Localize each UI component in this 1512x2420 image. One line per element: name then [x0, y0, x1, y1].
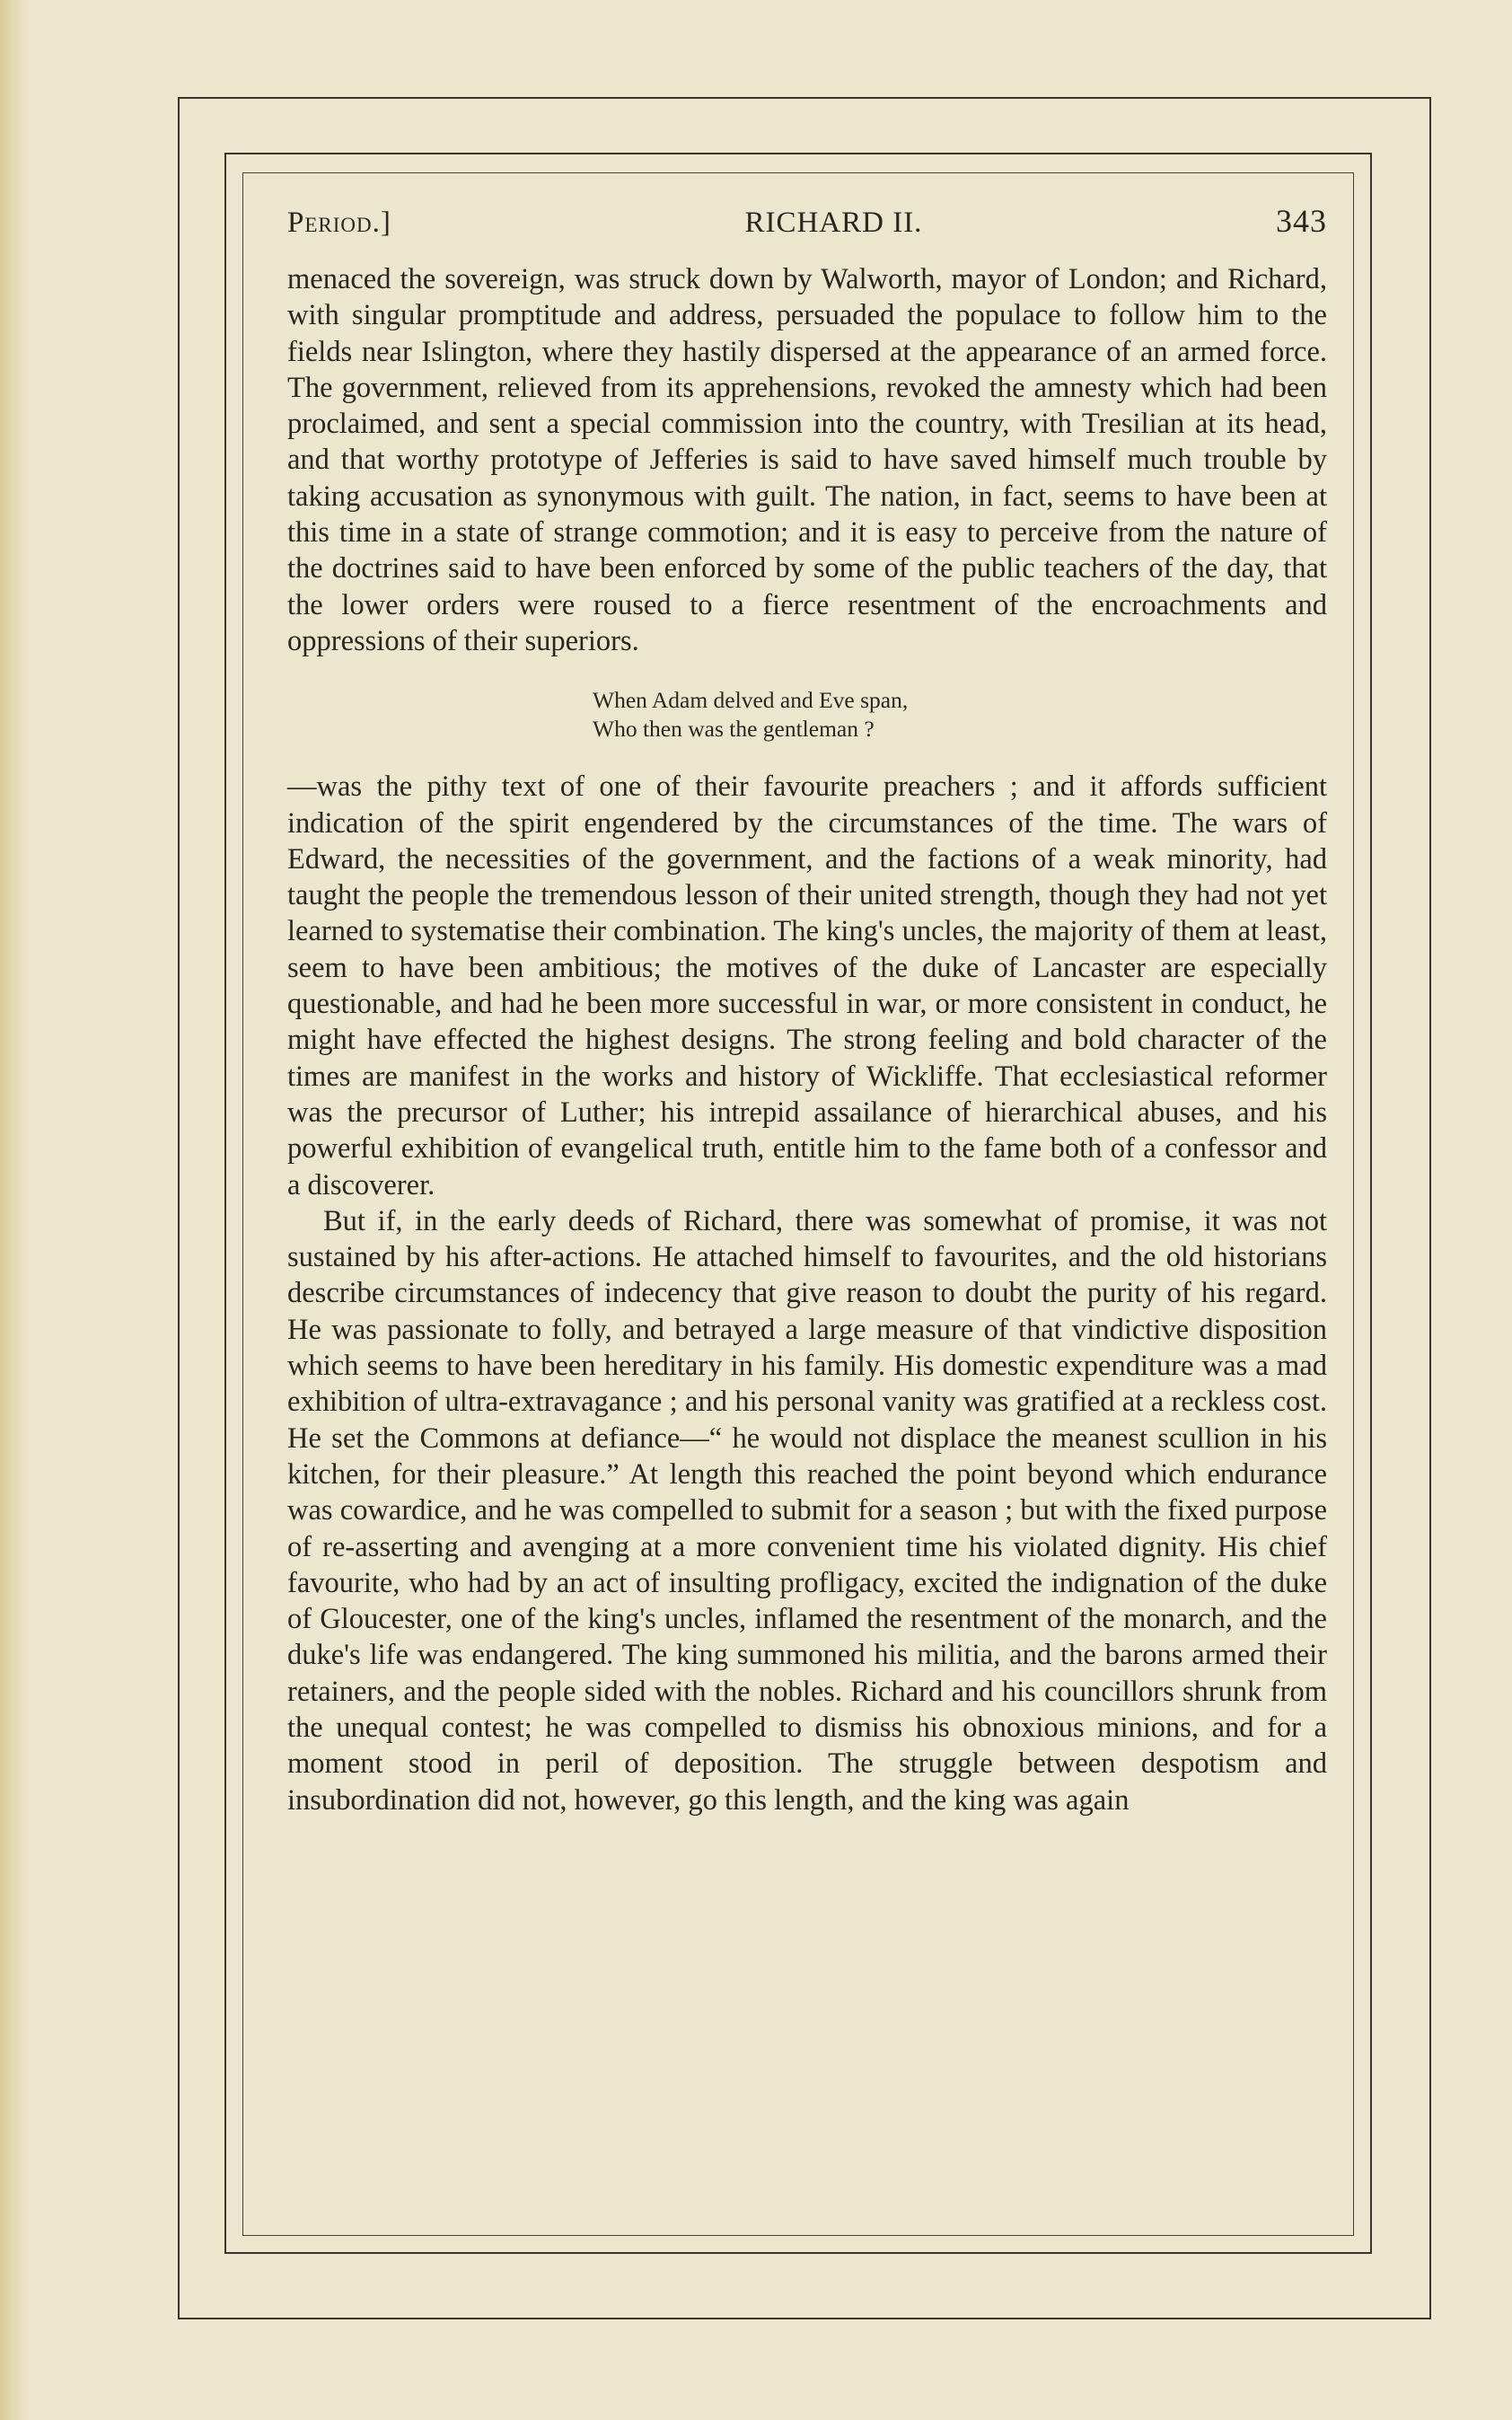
- page-number: 343: [1276, 203, 1327, 239]
- paragraph-2: —was the pithy text of one of their favourite preachers ; and it affords sufficient indication of the spirit engendered by the circumstances of the time. The wars of Edward, the necessities of the government, and the factions of a weak minority, had taught the people the tremendous lesson of their united strength, though they had not yet learned to systematise their combination. The king's uncles, the majority of them at least, seem to have been ambitious; the motives of the duke of Lancaster are especially questionable, and had he been more successful in war, or more consistent in conduct, he might have effected the highest designs. The strong feeling and bold character of the times are manifest in the works and history of Wickliffe. That ecclesiastical reformer was the precursor of Luther; his intrepid assailance of hierarchical abuses, and his powerful exhibition of evangelical truth, entitle him to the fame both of a confessor and a discoverer.: [287, 770, 1327, 1201]
- chapter-title: RICHARD II.: [744, 207, 923, 239]
- page-content: [287, 202, 1327, 1818]
- running-head: [287, 202, 1327, 240]
- section-label: Period.]: [287, 207, 391, 239]
- paragraph-3: But if, in the early deeds of Richard, there was somewhat of promise, it was not sustained by his after-actions. He attached himself to favourites, and the old historians describe circumstances of indecency that give reason to doubt the purity of his regard. He was passionate to folly, and betrayed a large measure of that vindictive disposition which seems to have been hereditary in his family. His domestic expenditure was a mad exhibition of ultra-extravagance ; and his personal vanity was gratified at a reckless cost. He set the Commons at defiance—“ he would not displace the meanest scullion in his kitchen, for their pleasure.” At length this reached the point beyond which endurance was cowardice, and he was compelled to submit for a season ; but with the fixed purpose of re-asserting and avenging at a more convenient time his violated dignity. His chief favourite, who had by an act of insulting profligacy, excited the indignation of the duke of Gloucester, one of the king's uncles, inflamed the resentment of the monarch, and the duke's life was endangered. The king summoned his militia, and the barons armed their retainers, and the people sided with the nobles. Richard and his councillors shrunk from the unequal contest; he was compelled to dismiss his obnoxious minions, and for a moment stood in peril of deposition. The struggle between despotism and insubordination did not, however, go this length, and the king was again: [287, 1204, 1327, 1817]
- page-edge: [0, 0, 36, 2420]
- paragraph-1: menaced the sovereign, was struck down by Walworth, mayor of London; and Richard, with singular promptitude and address, persuaded the populace to follow him to the fields near Islington, where they hastily dispersed at the appearance of an armed force. The government, relieved from its apprehensions, revoked the amnesty which had been proclaimed, and sent a special commission into the country, with Tresilian at its head, and that worthy prototype of Jefferies is said to have saved himself much trouble by taking accusation as synonymous with guilt. The nation, in fact, seems to have been at this time in a state of strange commotion; and it is easy to perceive from the nature of the doctrines said to have been enforced by some of the public teachers of the day, that the lower orders were roused to a fierce resentment of the encroachments and oppressions of their superiors.: [287, 263, 1327, 657]
- verse-line-1: When Adam delved and Eve span,: [593, 687, 909, 714]
- verse-line-2: Who then was the gentleman ?: [593, 716, 875, 743]
- verse-quote: [287, 686, 1327, 744]
